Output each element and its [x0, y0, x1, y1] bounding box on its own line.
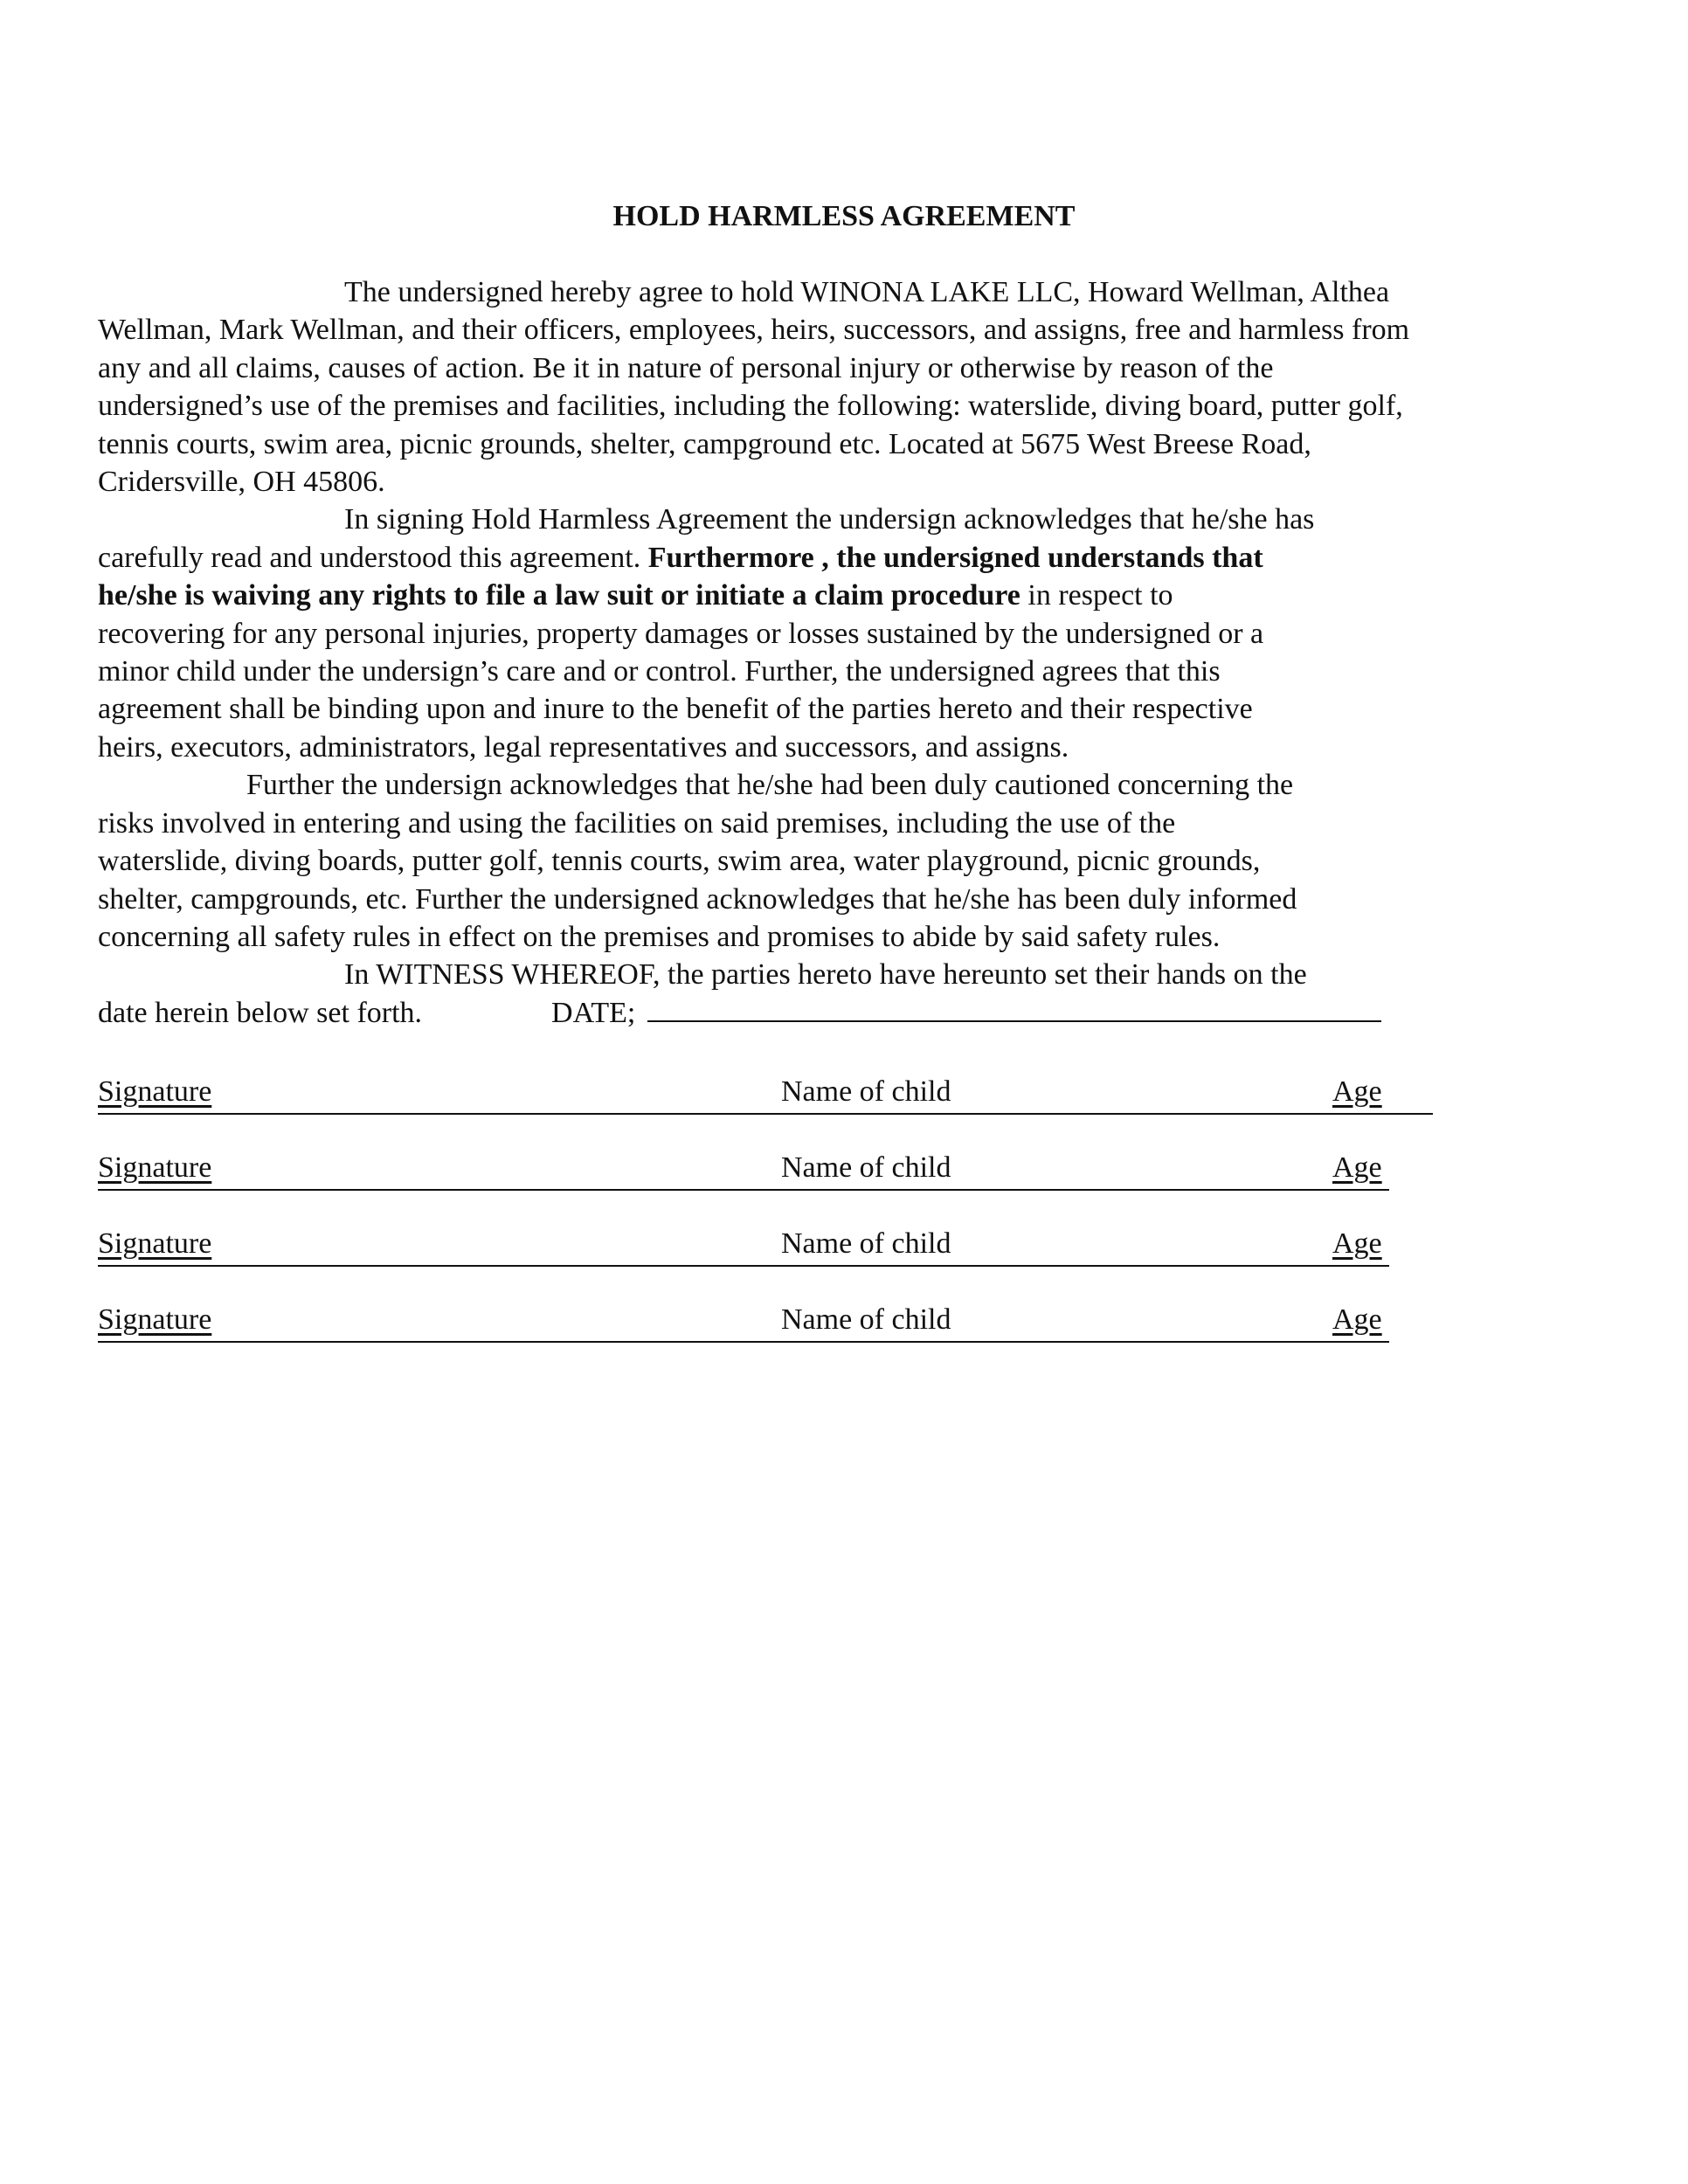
age-label: Age	[1332, 1151, 1382, 1184]
text-line: shelter, campgrounds, etc. Further the undersigned acknowledges that he/she has been duly informed	[98, 882, 1297, 916]
child-name-label: Name of child	[781, 1303, 951, 1336]
signature-row	[98, 1075, 1435, 1113]
signature-field[interactable]	[98, 1341, 1389, 1343]
bold-text-segment: Furthermore , the undersigned understands that	[647, 541, 1263, 574]
text-line: heirs, executors, administrators, legal representatives and successors, and assigns.	[98, 730, 1069, 764]
text-line: tennis courts, swim area, picnic grounds, shelter, campground etc. Located at 5675 West Breese Road,	[98, 427, 1311, 460]
signature-row	[98, 1303, 1391, 1341]
age-label: Age	[1332, 1303, 1382, 1336]
signature-label: Signature	[98, 1227, 212, 1260]
text-line	[98, 539, 1583, 577]
text-line: waterslide, diving boards, putter golf, tennis courts, swim area, water playground, picnic grounds,	[98, 845, 1261, 878]
text-line	[98, 577, 1583, 614]
text-line: Further the undersign acknowledges that he/she had been duly cautioned concerning the	[246, 769, 1294, 802]
signature-row	[98, 1227, 1391, 1265]
text-line: Cridersville, OH 45806.	[98, 466, 385, 499]
paragraph-caution	[98, 766, 1583, 956]
bold-text-segment: he/she is waiving any rights to file a law suit or initiate a claim procedure	[98, 579, 1020, 612]
text-line	[98, 994, 1583, 1032]
document-title: HOLD HARMLESS AGREEMENT	[612, 200, 1076, 232]
signature-label: Signature	[98, 1151, 212, 1184]
signature-label: Signature	[98, 1303, 212, 1336]
text-segment: in respect to	[1027, 579, 1173, 612]
text-line: risks involved in entering and using the facilities on said premises, including the use of the	[98, 806, 1176, 840]
text-line: concerning all safety rules in effect on the premises and promises to abide by said safety rules.	[98, 920, 1221, 953]
text-line: In signing Hold Harmless Agreement the undersign acknowledges that he/she has	[344, 503, 1315, 536]
signature-field[interactable]	[98, 1265, 1389, 1267]
age-label: Age	[1332, 1075, 1382, 1108]
signature-row	[98, 1151, 1391, 1189]
paragraph-release	[98, 273, 1583, 501]
date-field[interactable]	[647, 994, 1381, 1022]
agreement-body	[98, 273, 1583, 1032]
age-label: Age	[1332, 1227, 1382, 1260]
paragraph-acknowledgement	[98, 501, 1583, 766]
signature-field[interactable]	[98, 1189, 1389, 1191]
signature-label: Signature	[98, 1075, 212, 1108]
text-line: minor child under the undersign’s care and or control. Further, the undersigned agrees that this	[98, 655, 1221, 688]
date-label: DATE;	[551, 996, 636, 1029]
text-line: The undersigned hereby agree to hold WINONA LAKE LLC, Howard Wellman, Althea	[344, 276, 1390, 308]
signature-field[interactable]	[98, 1113, 1433, 1115]
text-segment: carefully read and understood this agreement.	[98, 541, 641, 574]
text-line: agreement shall be binding upon and inure to the benefit of the parties hereto and their respective	[98, 693, 1253, 726]
text-line: In WITNESS WHEREOF, the parties hereto have hereunto set their hands on the	[344, 958, 1307, 992]
text-line: any and all claims, causes of action. Be it in nature of personal injury or otherwise by reason of the	[98, 351, 1274, 384]
text-line: undersigned’s use of the premises and facilities, including the following: waterslide, diving board, putter golf,	[98, 390, 1403, 423]
text-line: recovering for any personal injuries, property damages or losses sustained by the undersigned or a	[98, 617, 1264, 650]
child-name-label: Name of child	[781, 1151, 951, 1184]
child-name-label: Name of child	[781, 1075, 951, 1108]
child-name-label: Name of child	[781, 1227, 951, 1260]
text-segment: date herein below set forth.	[98, 996, 423, 1029]
text-line: Wellman, Mark Wellman, and their officers, employees, heirs, successors, and assigns, free and harmless from	[98, 314, 1410, 347]
paragraph-witness	[98, 956, 1583, 1032]
